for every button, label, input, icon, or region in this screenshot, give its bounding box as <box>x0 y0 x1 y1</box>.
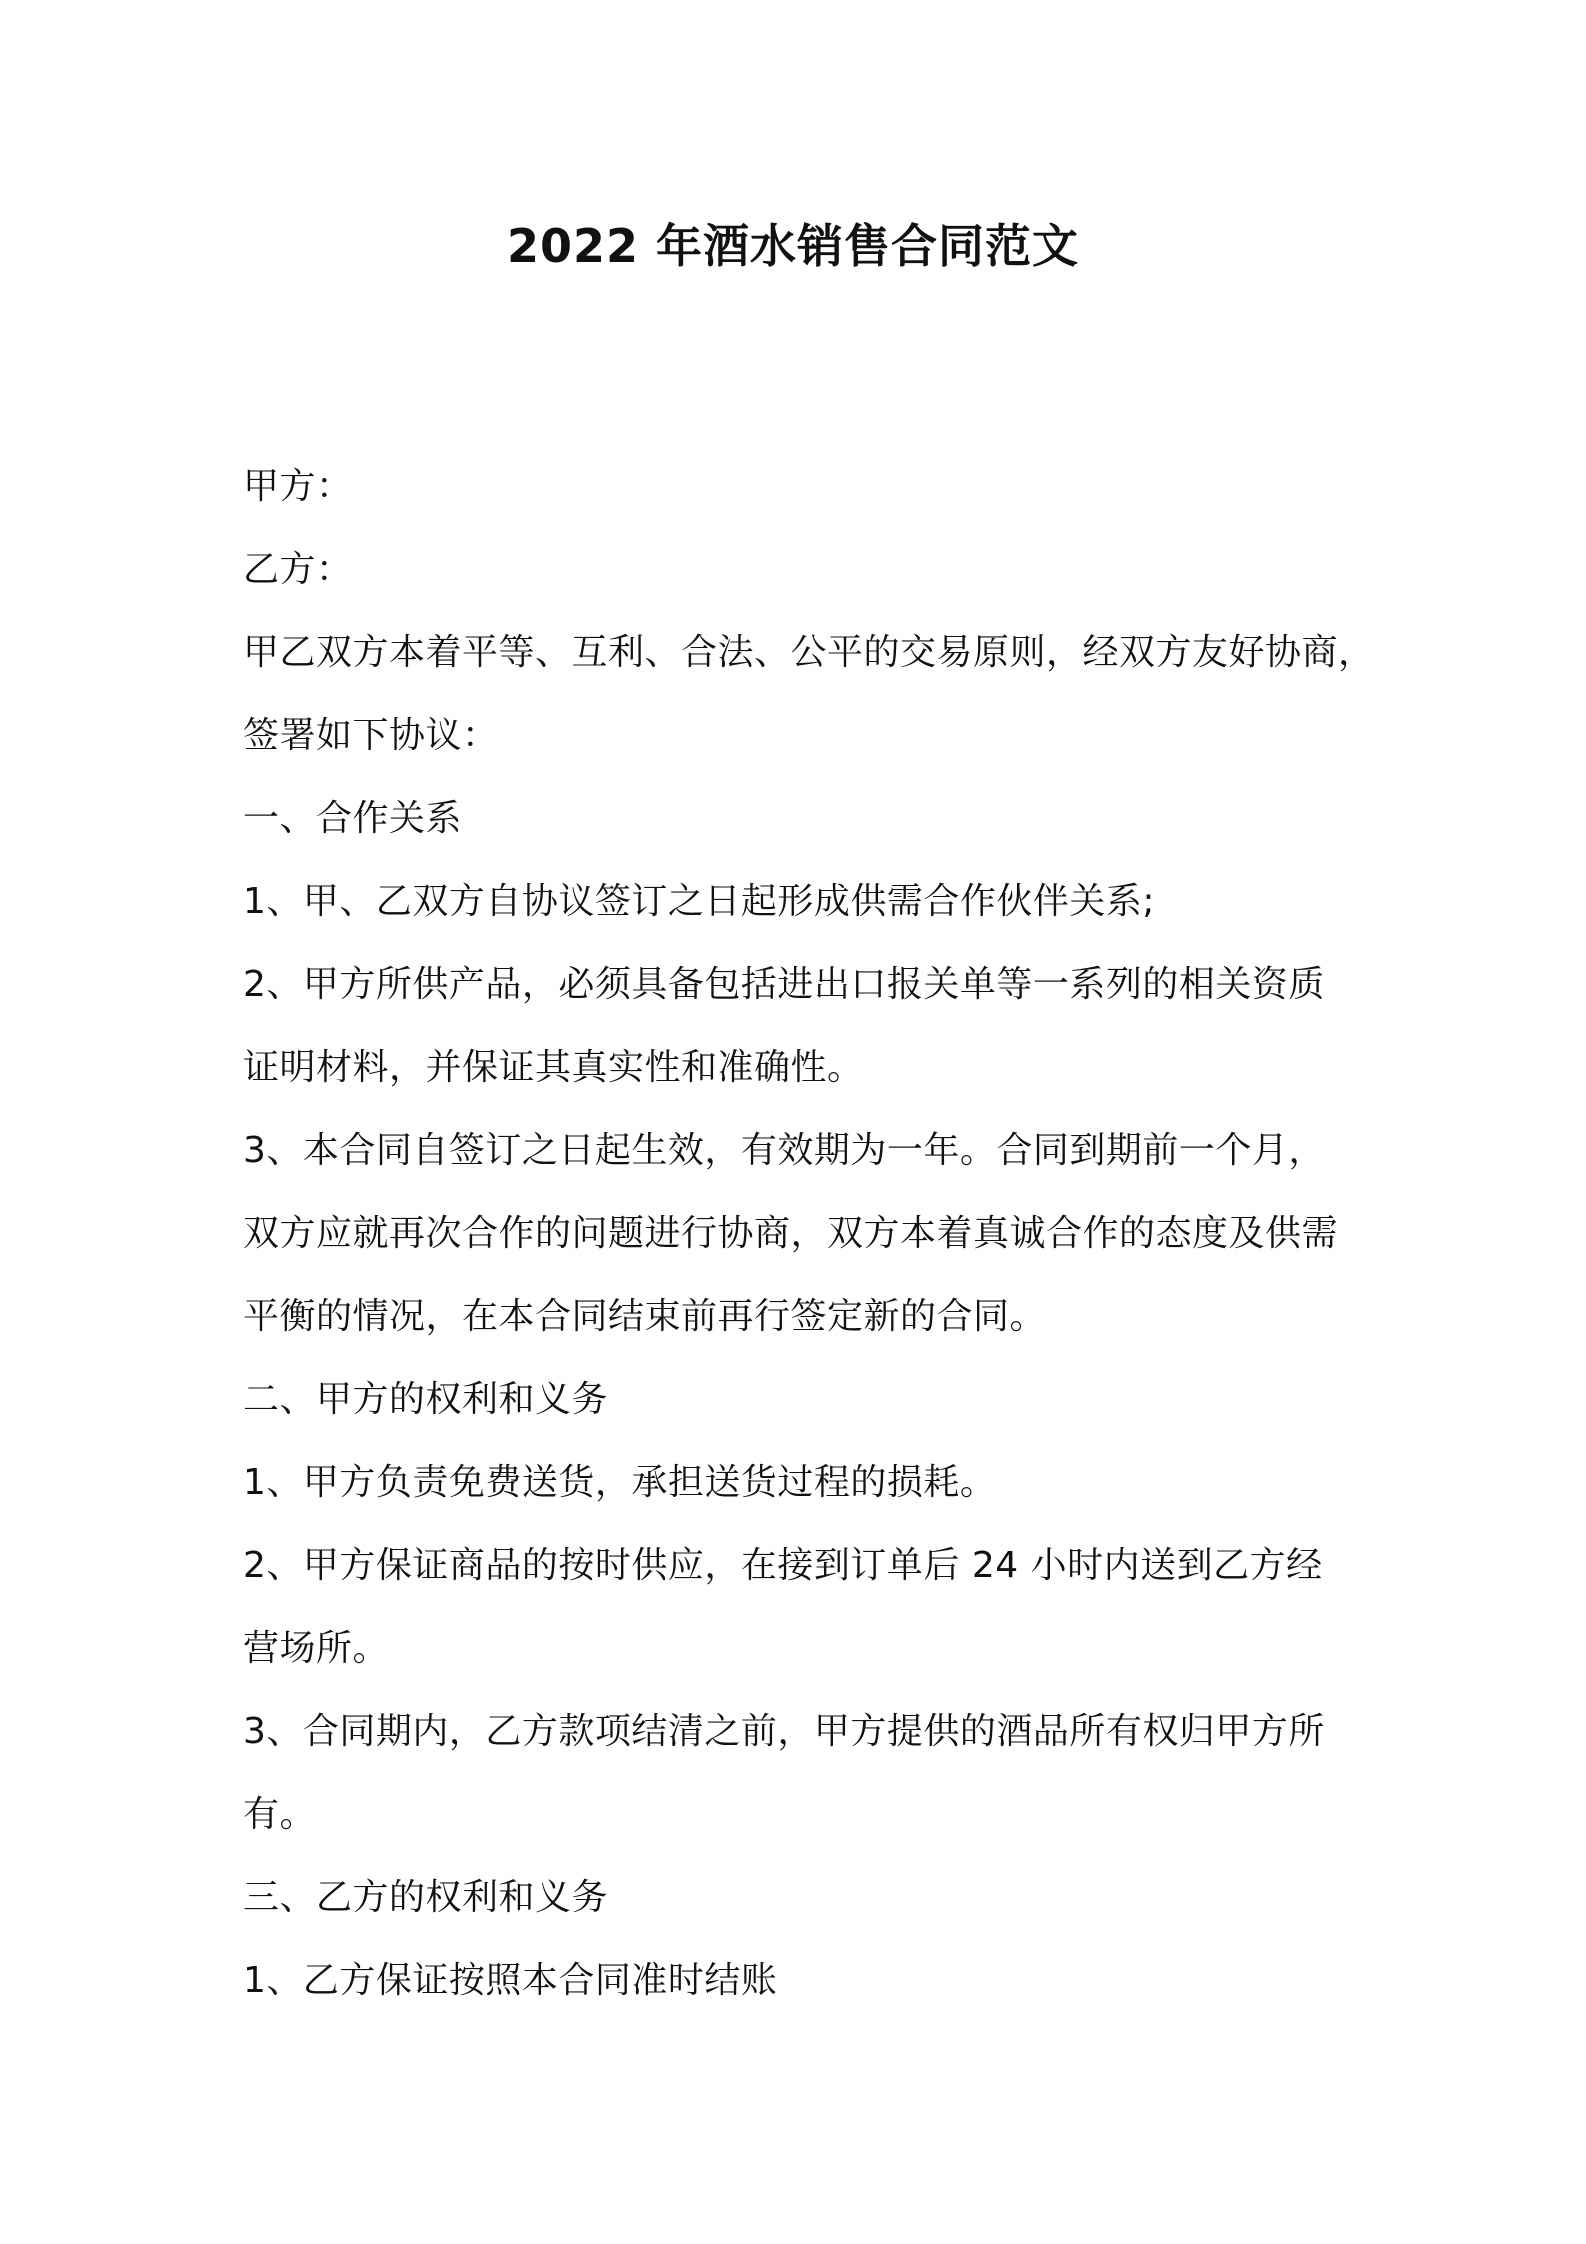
party-a-line: 甲方： <box>243 466 353 507</box>
clause-2-3-line-2: 有。 <box>243 1794 317 1835</box>
clause-3-1: 1、乙方保证按照本合同准时结账 <box>243 1960 778 2001</box>
party-b-line: 乙方： <box>243 549 353 590</box>
section-heading-3: 三、乙方的权利和义务 <box>243 1877 609 1918</box>
clause-1-1: 1、甲、乙双方自协议签订之日起形成供需合作伙伴关系; <box>243 881 1156 922</box>
section-heading-1: 一、合作关系 <box>243 798 463 839</box>
clause-2-1: 1、甲方负责免费送货，承担送货过程的损耗。 <box>243 1462 997 1503</box>
document-title: 2022 年酒水销售合同范文 <box>506 219 1080 273</box>
clause-1-3-line-1: 3、本合同自签订之日起生效，有效期为一年。合同到期前一个月， <box>243 1130 1325 1171</box>
document-body <box>243 445 1375 2022</box>
clause-1-2-line-2: 证明材料，并保证其真实性和准确性。 <box>243 1047 864 1088</box>
clause-2-3-line-1: 3、合同期内，乙方款项结清之前，甲方提供的酒品所有权归甲方所 <box>243 1711 1325 1752</box>
section-heading-2: 二、甲方的权利和义务 <box>243 1379 609 1420</box>
clause-1-3-line-2: 双方应就再次合作的问题进行协商，双方本着真诚合作的态度及供需 <box>243 1213 1339 1254</box>
clause-1-2-line-1: 2、甲方所供产品，必须具备包括进出口报关单等一系列的相关资质 <box>243 964 1325 1005</box>
preamble-line-1: 甲乙双方本着平等、互利、合法、公平的交易原则，经双方友好协商， <box>243 632 1375 673</box>
preamble-line-2: 签署如下协议： <box>243 715 499 756</box>
clause-1-3-line-3: 平衡的情况，在本合同结束前再行签定新的合同。 <box>243 1296 1047 1337</box>
clause-2-2-line-1: 2、甲方保证商品的按时供应，在接到订单后 24 小时内送到乙方经 <box>243 1545 1323 1586</box>
clause-2-2-line-2: 营场所。 <box>243 1628 390 1669</box>
